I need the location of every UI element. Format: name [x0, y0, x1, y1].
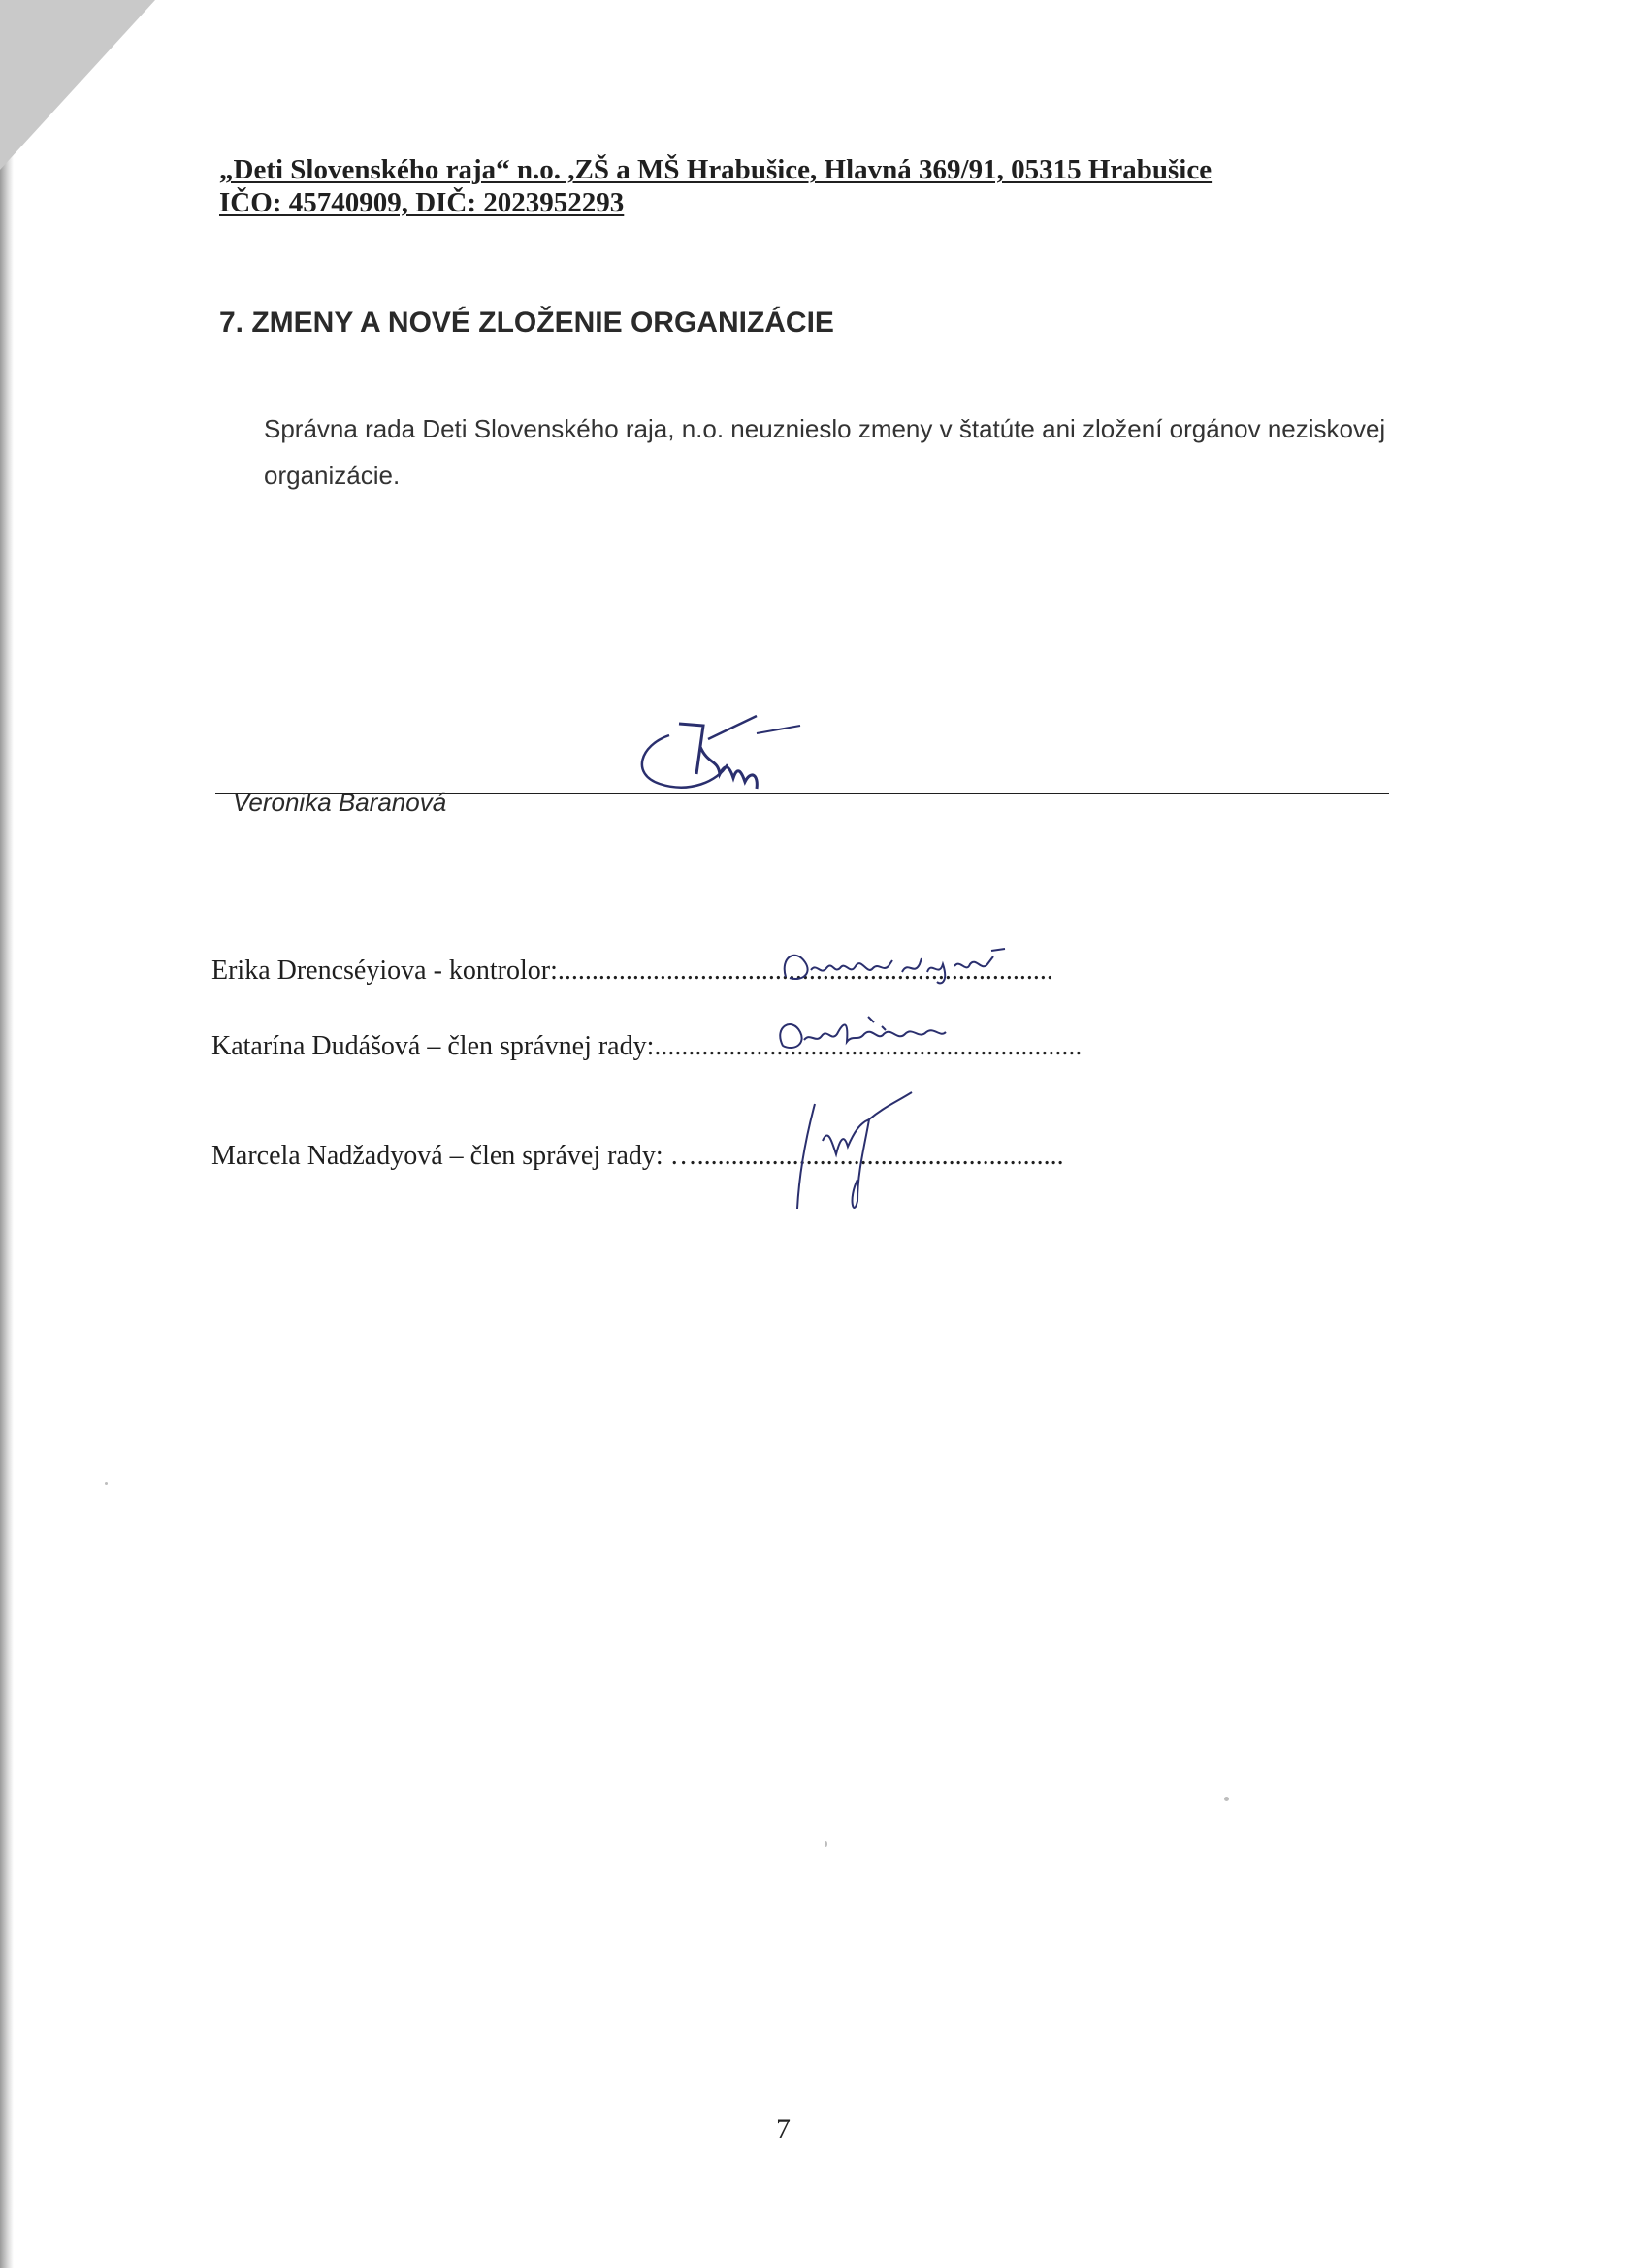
signature-dots: ............................................................... — [654, 1031, 1083, 1061]
member-row-board-member — [211, 1031, 1082, 1062]
scan-speck — [1224, 1797, 1229, 1801]
member-label: Marcela Nadžadyová – člen správej rady: — [211, 1141, 670, 1171]
header-line-ids: IČO: 45740909, DIČ: 2023952293 — [219, 187, 625, 218]
member-row-controller — [211, 956, 1053, 987]
header-line-organization: „Deti Slovenského raja“ n.o. ,ZŠ a MŠ Hrabušice, Hlavná 369/91, 05315 Hrabušice — [219, 154, 1212, 185]
folded-corner — [0, 0, 155, 170]
organization-header — [219, 153, 1335, 219]
scan-speck — [824, 1841, 827, 1847]
member-label: Katarína Dudášová – člen správnej rady: — [211, 1031, 655, 1061]
signature-dots: …...................................................... — [669, 1141, 1064, 1171]
director-signature — [611, 706, 805, 803]
scan-edge — [0, 0, 14, 2268]
page-number: 7 — [776, 2113, 791, 2145]
member-label: Erika Drencséyiova - kontrolor: — [211, 956, 558, 986]
scan-speck — [105, 1482, 108, 1485]
signature-dots: ......................................................................... — [557, 956, 1053, 986]
section-heading: 7. ZMENY A NOVÉ ZLOŽENIE ORGANIZÁCIE — [219, 307, 834, 339]
member-row-board-member-2 — [211, 1141, 1064, 1172]
section-paragraph: Správna rada Deti Slovenského raja, n.o. neuznieslo zmeny v štatúte ani zložení orgánov neziskovej organizácie. — [264, 414, 1386, 490]
director-name: Veronika Baranová — [233, 788, 447, 817]
